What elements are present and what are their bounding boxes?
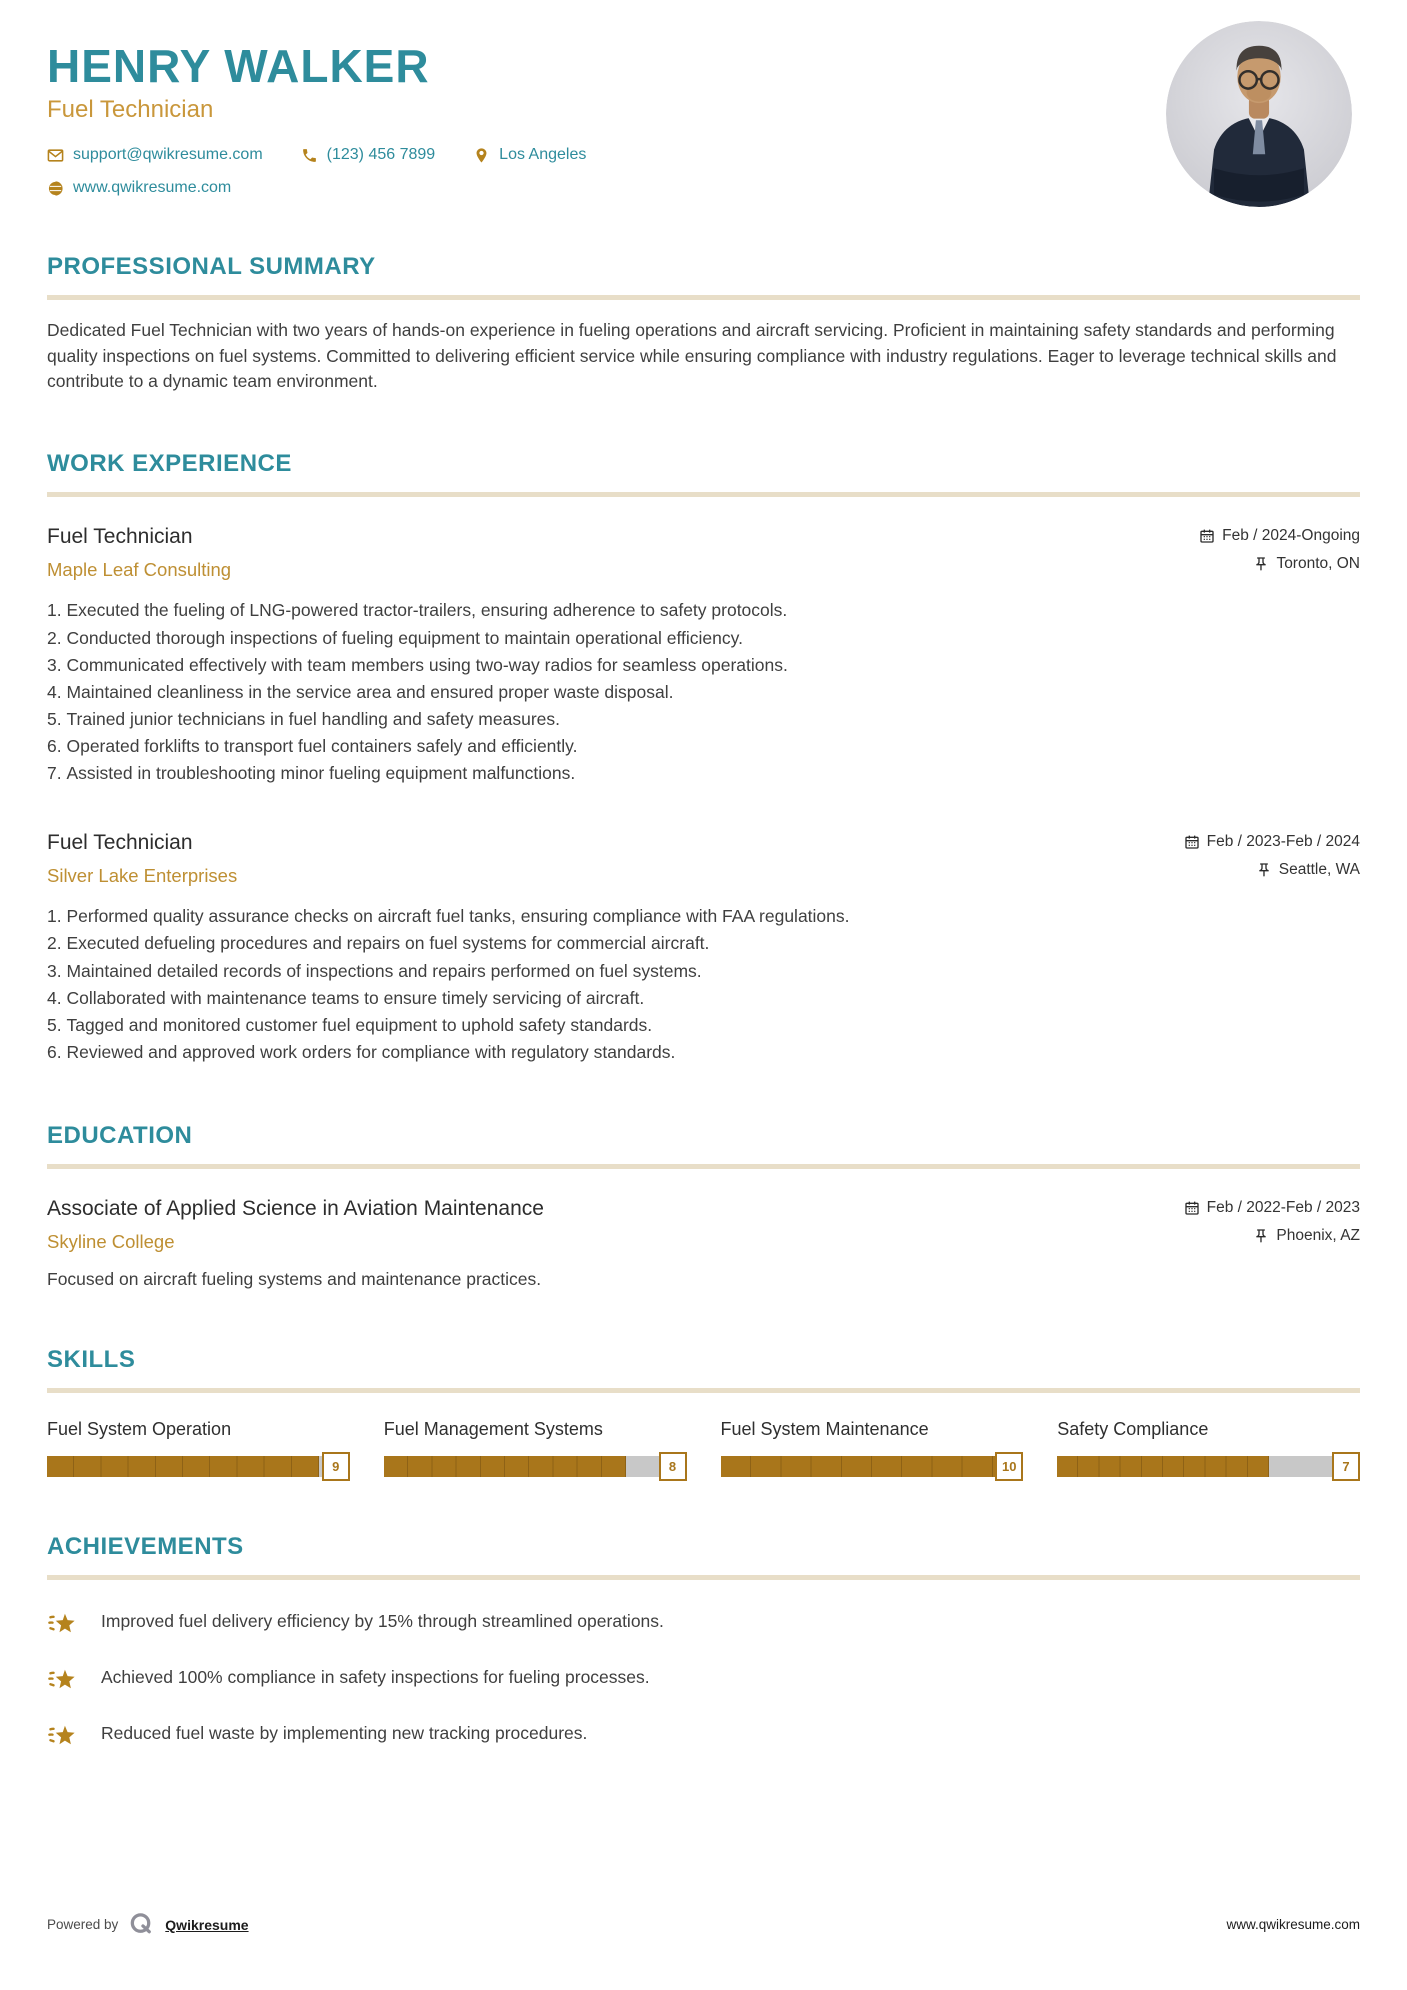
skill-bar [721, 1456, 1024, 1477]
skill-bar [47, 1456, 350, 1477]
skill-name: Fuel System Operation [47, 1419, 232, 1440]
job-dates: Feb / 2023-Feb / 2024 [1184, 833, 1360, 851]
section-divider [47, 1575, 1360, 1580]
section-education [47, 1122, 1360, 1290]
skills-grid [47, 1419, 1360, 1477]
pushpin-icon [1256, 862, 1272, 878]
achievement-text: Reduced fuel waste by implementing new tracking procedures. [101, 1722, 588, 1743]
skill-bar-fill [384, 1456, 626, 1477]
achievement-item-1 [47, 1606, 1360, 1636]
contact-website-text: www.qwikresume.com [73, 179, 232, 197]
bullet-item: 6. Operated forklifts to transport fuel containers safely and efficiently. [47, 733, 1360, 760]
skill-level-badge: 8 [659, 1452, 687, 1481]
bullet-item: 7. Assisted in troubleshooting minor fueling equipment malfunctions. [47, 760, 1360, 787]
resume-header [47, 42, 1360, 197]
bullet-item: 4. Collaborated with maintenance teams to ensure timely servicing of aircraft. [47, 985, 1360, 1012]
profile-photo [1166, 21, 1352, 207]
bullet-item: 5. Trained junior technicians in fuel handling and safety measures. [47, 706, 1360, 733]
skill-item-4 [1057, 1419, 1360, 1477]
education-entry [47, 1197, 1360, 1290]
achievement-item-3 [47, 1718, 1360, 1748]
degree-title: Associate of Applied Science in Aviation Maintenance [47, 1197, 544, 1221]
education-heading: EDUCATION [47, 1122, 193, 1150]
job-entry-1 [47, 525, 1360, 787]
bullet-item: 1. Performed quality assurance checks on aircraft fuel tanks, ensuring compliance with FAA regulations. [47, 903, 1360, 930]
calendar-icon [1199, 528, 1215, 544]
job-company: Silver Lake Enterprises [47, 865, 238, 887]
skill-name: Safety Compliance [1057, 1419, 1209, 1440]
bullet-item: 3. Maintained detailed records of inspections and repairs performed on fuel systems. [47, 958, 1360, 985]
calendar-icon [1184, 834, 1200, 850]
education-description: Focused on aircraft fueling systems and maintenance practices. [47, 1269, 542, 1290]
star-badge-icon [47, 1606, 79, 1636]
contact-email[interactable] [47, 146, 263, 164]
skill-name: Fuel System Maintenance [720, 1419, 929, 1440]
page-footer [47, 1911, 1360, 1938]
section-work-experience [47, 450, 1360, 1066]
skill-item-2 [384, 1419, 687, 1477]
skill-name: Fuel Management Systems [383, 1419, 603, 1440]
skill-item-3 [721, 1419, 1024, 1477]
pushpin-icon [1253, 1228, 1269, 1244]
job-bullet-list [47, 903, 1360, 1066]
star-badge-icon [47, 1662, 79, 1692]
job-bullet-list [47, 597, 1360, 787]
skill-bar-fill [721, 1456, 1024, 1477]
section-achievements [47, 1533, 1360, 1748]
job-location: Toronto, ON [1253, 555, 1360, 573]
candidate-name: HENRY WALKER [47, 40, 430, 92]
section-divider [47, 295, 1360, 300]
job-entry-2 [47, 831, 1360, 1066]
contact-row-1 [47, 146, 1360, 164]
experience-heading: WORK EXPERIENCE [47, 450, 292, 478]
contact-phone-text: (123) 456 7899 [326, 146, 436, 164]
job-location: Seattle, WA [1256, 861, 1360, 879]
education-location: Phoenix, AZ [1253, 1227, 1360, 1245]
achievement-text: Achieved 100% compliance in safety inspections for fueling processes. [101, 1666, 650, 1687]
contact-website[interactable] [47, 179, 231, 197]
school-name: Skyline College [47, 1231, 175, 1253]
skill-level-badge: 9 [322, 1452, 350, 1481]
footer-website: www.qwikresume.com [1226, 1917, 1360, 1932]
section-professional-summary [47, 253, 1360, 394]
skill-bar [1057, 1456, 1360, 1477]
bullet-item: 2. Executed defueling procedures and repairs on fuel systems for commercial aircraft. [47, 930, 1360, 957]
job-title: Fuel Technician [47, 831, 193, 855]
globe-icon [47, 180, 64, 197]
job-title: Fuel Technician [47, 525, 193, 549]
skill-level-badge: 7 [1332, 1452, 1360, 1481]
profile-photo-image [1166, 21, 1352, 207]
summary-heading: PROFESSIONAL SUMMARY [47, 253, 376, 281]
star-badge-icon [47, 1718, 79, 1748]
contact-row-2 [47, 179, 1360, 197]
skill-level-badge: 10 [995, 1452, 1023, 1481]
skill-bar [384, 1456, 687, 1477]
map-pin-icon [473, 147, 490, 164]
bullet-item: 4. Maintained cleanliness in the service area and ensured proper waste disposal. [47, 679, 1360, 706]
education-dates: Feb / 2022-Feb / 2023 [1184, 1199, 1360, 1217]
bullet-item: 3. Communicated effectively with team members using two-way radios for seamless operations. [47, 652, 1360, 679]
calendar-icon [1184, 1200, 1200, 1216]
contact-location [473, 146, 586, 164]
achievement-item-2 [47, 1662, 1360, 1692]
section-divider [47, 1388, 1360, 1393]
contact-location-text: Los Angeles [499, 146, 587, 164]
pushpin-icon [1253, 556, 1269, 572]
bullet-item: 6. Reviewed and approved work orders for compliance with regulatory standards. [47, 1039, 1360, 1066]
skills-heading: SKILLS [47, 1346, 136, 1374]
candidate-job-title: Fuel Technician [47, 96, 214, 124]
envelope-icon [47, 147, 64, 164]
bullet-item: 1. Executed the fueling of LNG-powered tractor-trailers, ensuring adherence to safety protocols. [47, 597, 1360, 624]
brand-link[interactable]: Qwikresume [165, 1916, 249, 1933]
bullet-item: 2. Conducted thorough inspections of fueling equipment to maintain operational efficiency. [47, 625, 1360, 652]
skill-bar-fill [1057, 1456, 1269, 1477]
achievement-text: Improved fuel delivery efficiency by 15% through streamlined operations. [101, 1610, 664, 1631]
skill-bar-fill [47, 1456, 319, 1477]
section-divider [47, 1164, 1360, 1169]
summary-text: Dedicated Fuel Technician with two years of hands-on experience in fueling operations and aircraft servicing. Proficient in maintaining safety standards and performing quality inspections on fuel systems. Committed to delivering efficient service while ensuring compliance with industry regulations. Eager to leverage technical skills and contribute to a dynamic team environment. [47, 320, 1337, 392]
contact-phone[interactable] [301, 146, 436, 164]
q-logo-icon [128, 1911, 155, 1938]
job-dates: Feb / 2024-Ongoing [1199, 527, 1360, 545]
skill-item-1 [47, 1419, 350, 1477]
contact-email-text: support@qwikresume.com [73, 146, 263, 164]
powered-by-label: Powered by [47, 1917, 119, 1932]
bullet-item: 5. Tagged and monitored customer fuel equipment to uphold safety standards. [47, 1012, 1360, 1039]
job-company: Maple Leaf Consulting [47, 559, 232, 581]
phone-icon [301, 147, 318, 164]
section-skills [47, 1346, 1360, 1477]
achievements-heading: ACHIEVEMENTS [47, 1533, 244, 1561]
section-divider [47, 492, 1360, 497]
